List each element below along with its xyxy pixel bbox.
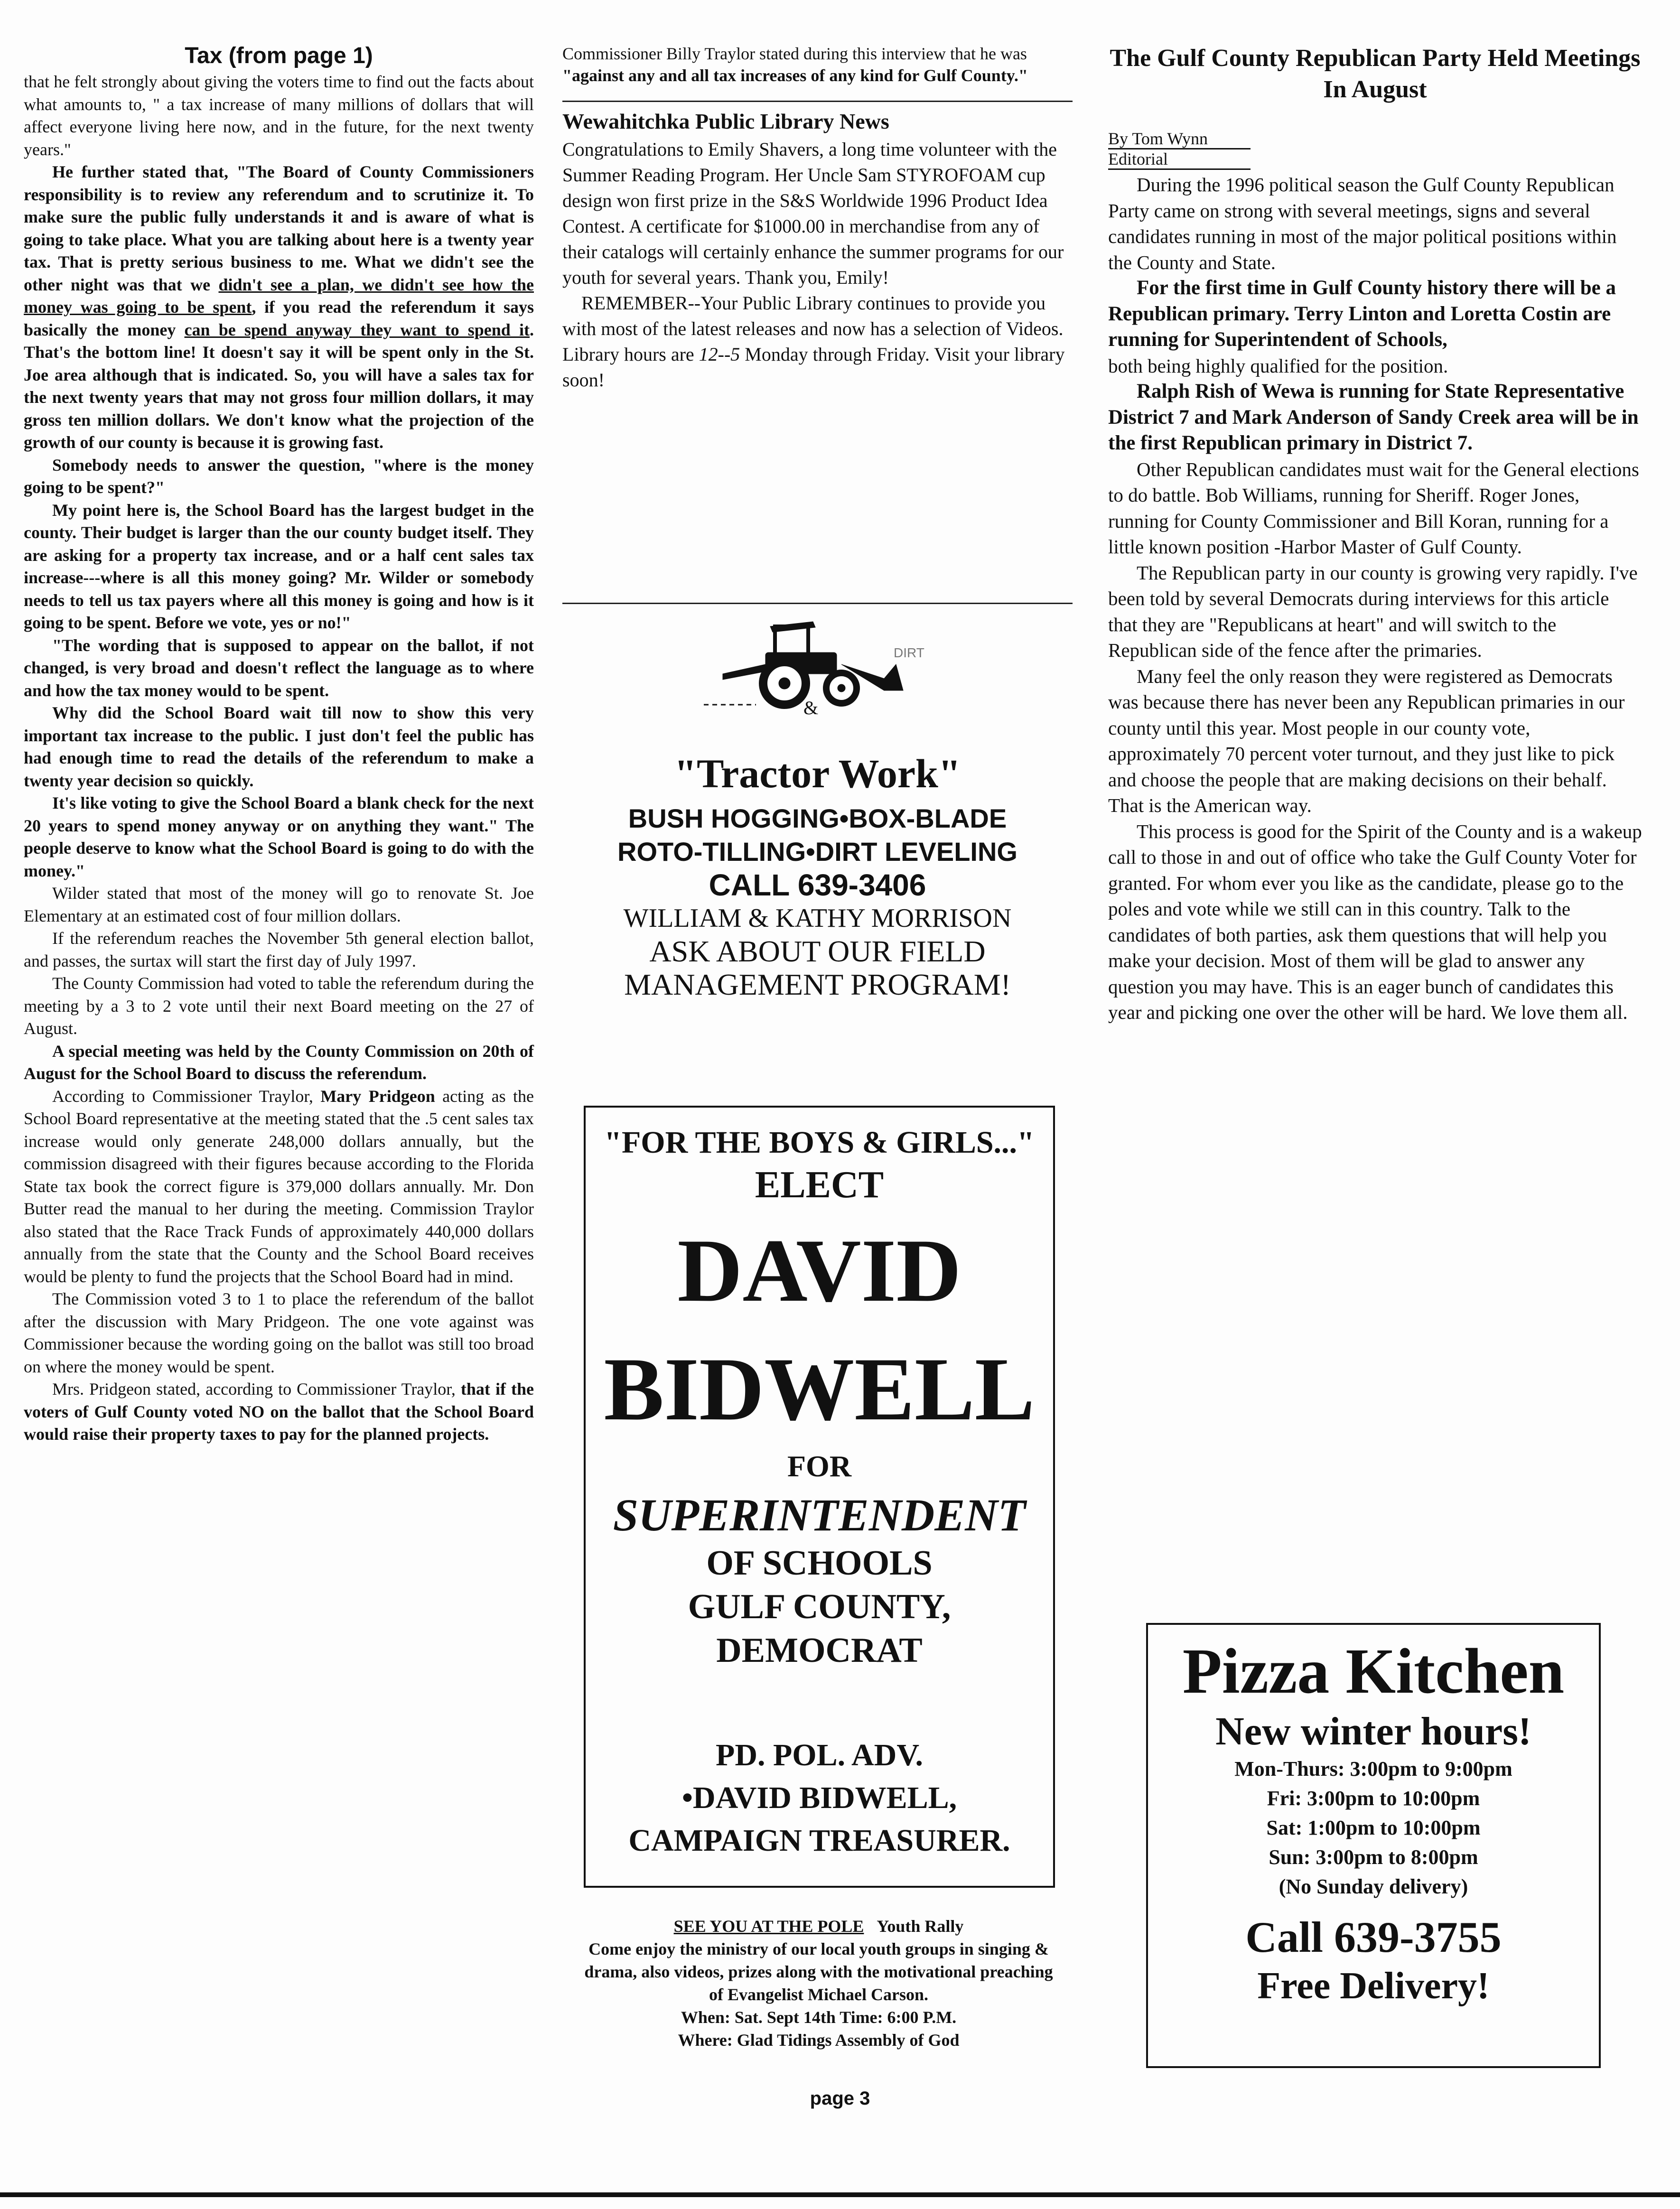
pizza-ad-delivery: Free Delivery!: [1257, 1965, 1490, 2007]
tax-article-text-run: , if you read the referendum it says basically the money: [24, 298, 534, 339]
gop-article-paragraph: During the 1996 political season the Gulf County Republican Party came on strong with several meetings, signs and several candidates running in most of the major political positions within the County and State.: [1108, 174, 1617, 273]
tractor-logo-ampersand: &: [803, 697, 818, 717]
traylor-quote-bold: "against any and all tax increases of any kind for Gulf County.": [562, 66, 1028, 85]
pizza-ad-subtitle: New winter hours!: [1215, 1709, 1531, 1753]
tax-article-text-run: A special meeting was held by the County Commission on 20th of August for the School Board to discuss the referendum.: [24, 1041, 534, 1083]
tractor-ad-services-2: ROTO-TILLING•DIRT LEVELING: [617, 837, 1017, 867]
traylor-quote-text: Commissioner Billy Traylor stated during this interview that he was: [562, 44, 1027, 63]
library-hours-text-end: Monday through Friday. Visit your library soon!: [562, 344, 1065, 391]
tractor-logo-icon: [685, 607, 951, 717]
bidwell-campaign-ad: [584, 1106, 1055, 1888]
divider: [562, 603, 1073, 604]
tax-article-paragraph: [24, 1085, 534, 1288]
gop-article-paragraph: both being highly qualified for the position.: [1108, 354, 1448, 377]
bidwell-first-name: DAVID: [677, 1221, 961, 1321]
tractor-ad-names: WILLIAM & KATHY MORRISON: [623, 904, 1012, 933]
tax-article-text-run: acting as the School Board representative at the meeting stated that the .5 cent sales tax increase would only generate 248,000 dollars annually, but the commission disagreed with their figures because according to the Florida State tax book the correct figure is 379,000 dollars annually. Mr. Don Butter read the manual to her during the meeting. Commission Traylor also stated that the Race Track Funds of approximately 440,000 dollars annually from the state that the County and the School Board receives would be plenty to fund the projects that the School Board had in mind.: [24, 1086, 534, 1286]
bidwell-office: SUPERINTENDENT: [613, 1490, 1026, 1540]
pizza-hours-line: Fri: 3:00pm to 10:00pm: [1267, 1787, 1480, 1810]
tax-article-paragraph: [24, 454, 534, 499]
bottom-border: [0, 2192, 1680, 2197]
tax-article-paragraph: [24, 702, 534, 792]
tax-article-paragraph: [24, 71, 534, 161]
tax-article-text-run: It's like voting to give the School Board a blank check for the next 20 years to spend money anyway or on anything they want." The people deserve to know what the School Board is going to do with the money.": [24, 793, 534, 880]
tractor-ad-services-1: BUSH HOGGING•BOX-BLADE: [628, 803, 1007, 833]
pizza-ad-phone: Call 639-3755: [1245, 1913, 1502, 1961]
pizza-ad-title: Pizza Kitchen: [1182, 1636, 1565, 1707]
tax-article-text-run: can be spend anyway they want to spend it: [184, 320, 530, 339]
library-news-title: Wewahitchka Public Library News: [562, 109, 889, 133]
tax-article-paragraph: [24, 1378, 534, 1446]
gop-article: [1108, 43, 1642, 2007]
tax-article-paragraph: [24, 972, 534, 1040]
bidwell-adv-3: CAMPAIGN TREASURER.: [628, 1823, 1010, 1858]
library-hours-text: REMEMBER--Your Public Library continues to provide you with most of the latest releases and now has a selection of Videos. Library hours are: [562, 292, 1064, 365]
tractor-ad-line-5: MANAGEMENT PROGRAM!: [624, 968, 1011, 1001]
bidwell-party: DEMOCRAT: [716, 1631, 923, 1670]
bidwell-last-name: BIDWELL: [604, 1340, 1035, 1439]
youth-rally-when: When: Sat. Sept 14th Time: 6:00 P.M.: [681, 2008, 957, 2027]
tractor-ad-title: "Tractor Work": [674, 751, 961, 796]
bidwell-of-schools: OF SCHOOLS: [706, 1544, 933, 1583]
gop-article-paragraph: Many feel the only reason they were registered as Democrats was because there has never been any Republican primaries in our county until this year. Most people in our county vote, approximately 70 percent voter turnout, and they just like to pick and choose the people that are making decisions on their behalf. That is the American way.: [1108, 665, 1625, 816]
tax-article-paragraph: [24, 882, 534, 927]
gop-article-paragraph: For the first time in Gulf County history there will be a Republican primary. Terry Linton and Loretta Costin are running for Superintendent of Schools,: [1108, 277, 1616, 351]
middle-column: [562, 43, 1073, 2050]
library-hours: 12--5: [699, 344, 740, 365]
tax-article-text-run: According to Commissioner Traylor,: [52, 1086, 321, 1106]
tax-article: [24, 43, 534, 1446]
tax-article-paragraph: [24, 1288, 534, 1378]
tax-article-text-run: Somebody needs to answer the question, "where is the money going to be spent?": [24, 455, 534, 497]
gop-article-title: The Gulf County Republican Party Held Meetings In August: [1110, 45, 1641, 103]
tractor-ad-line-4: ASK ABOUT OUR FIELD: [649, 934, 986, 968]
tax-article-text-run: The County Commission had voted to table the referendum during the meeting by a 3 to 2 vote until their next Board meeting on the 27 of August.: [24, 974, 534, 1038]
pizza-hours-line: Mon-Thurs: 3:00pm to 9:00pm: [1234, 1757, 1512, 1780]
page-number: page 3: [810, 2088, 870, 2109]
pizza-hours-line: Sun: 3:00pm to 8:00pm: [1269, 1845, 1478, 1869]
bidwell-elect: ELECT: [755, 1164, 884, 1206]
tax-article-text-run: Why did the School Board wait till now to show this very important tax increase to the public. I just don't feel the public has had enough time to read the details of the referendum to make a twenty year decision so quickly.: [24, 703, 534, 790]
youth-rally-title: Youth Rally: [877, 1917, 964, 1936]
tax-article-text-run: that if the voters of Gulf County voted NO on the ballot that the School Board would raise their property taxes to pay for the planned projects.: [24, 1379, 534, 1444]
bidwell-for: FOR: [787, 1449, 852, 1483]
tractor-work-ad: [562, 607, 1073, 1001]
youth-rally-heading: [581, 1915, 1056, 1938]
youth-rally-body: Come enjoy the ministry of our local youth groups in singing & drama, also videos, prizes along with the motivational preaching of Evangelist Michael Carson.: [584, 1939, 1053, 2004]
divider: [562, 101, 1073, 102]
tax-article-body: [24, 71, 534, 1446]
gop-article-paragraph: Ralph Rish of Wewa is running for State Representative District 7 and Mark Anderson of Sandy Creek area will be in the first Republican primary in District 7.: [1108, 380, 1639, 454]
gop-section: [1108, 149, 1642, 170]
bidwell-adv-1: PD. POL. ADV.: [716, 1738, 923, 1772]
tax-article-paragraph: [24, 792, 534, 882]
gop-section-label: Editorial: [1108, 149, 1251, 170]
tax-article-text-run: Mary Pridgeon: [320, 1086, 435, 1106]
youth-rally-lead: SEE YOU AT THE POLE: [673, 1917, 864, 1936]
bidwell-tagline: "FOR THE BOYS & GIRLS...": [604, 1125, 1035, 1160]
tax-article-text-run: that he felt strongly about giving the voters time to find out the facts about what amounts to, " a tax increase of many millions of dollars that will affect everyone living here now, and in the future, for the next twenty years.": [24, 72, 534, 159]
tax-article-text-run: . That's the bottom line! It doesn't say it will be spent only in the St. Joe area although that is indicated. So, you will have a sales tax for the next twenty years that may not gross four million dollars, it may gross ten million dollars. We don't know what the projection of the growth of our county is because it is growing fast.: [24, 320, 534, 452]
tax-article-text-run: Mrs. Pridgeon stated, according to Commissioner Traylor,: [52, 1379, 461, 1398]
tax-article-text-run: He further stated that, "The Board of County Commissioners responsibility is to review any referendum and to scrutinize it. To make sure the public fully understands it and is aware of what is going to take place. What you are talking about here is a twenty year tax. That is pretty serious business to me. What we didn't see the other night was that we: [24, 162, 534, 294]
pizza-ad-hours: [1148, 1754, 1599, 1901]
gop-article-body: [1108, 172, 1642, 1025]
pizza-hours-line: (No Sunday delivery): [1279, 1875, 1468, 1898]
tax-article-text-run: If the referendum reaches the November 5th general election ballot, and passes, the surtax will start the first day of July 1997.: [24, 929, 534, 970]
tax-article-paragraph: [24, 927, 534, 972]
svg-text:DIRT: DIRT: [893, 645, 924, 660]
bidwell-county: GULF COUNTY,: [688, 1587, 951, 1626]
youth-rally-where: Where: Glad Tidings Assembly of God: [678, 2031, 960, 2050]
library-news-paragraph: Congratulations to Emily Shavers, a long time volunteer with the Summer Reading Program. Her Uncle Sam STYROFOAM cup design won first prize in the S&S Worldwide 1996 Product Idea Contest. A certificate for $1000.00 in merchandise from any of their catalogs will certainly enhance the summer programs for our youth for several years. Thank you, Emily!: [562, 139, 1064, 288]
tax-article-paragraph: [24, 1040, 534, 1085]
tax-article-heading: Tax (from page 1): [185, 43, 373, 68]
pizza-hours-line: Sat: 1:00pm to 10:00pm: [1266, 1816, 1481, 1839]
youth-rally-notice: [581, 1915, 1056, 2051]
gop-article-paragraph: This process is good for the Spirit of the County and is a wakeup call to those in and out of office who take the Gulf County Voter for granted. For whom ever you like as the candidate, please go to the poles and vote while we still can in this country. Talk to the candidates of both parties, ask them questions that will help you make your decision. Most of them will be glad to answer any question you may have. This is an eager bunch of candidates this year and picking one over the other will be hard. We love them all.: [1108, 820, 1642, 1023]
tax-article-paragraph: [24, 161, 534, 454]
tax-article-text-run: My point here is, the School Board has the largest budget in the county. Their budget is larger than the our county budget itself. They are asking for a property tax increase, and or a half cent sales tax increase---where is all this money going? Mr. Wilder or somebody needs to tell us tax payers where all this money is going and how is it going to be spent. Before we vote, yes or no!": [24, 500, 534, 632]
gop-article-paragraph: The Republican party in our county is growing very rapidly. I've been told by several Democrats during interviews for this article that they are "Republicans at heart" and will switch to the Republican side of the fence after the primaries.: [1108, 561, 1638, 661]
library-news-paragraph: [562, 290, 1073, 393]
tax-article-paragraph: [24, 499, 534, 634]
traylor-quote: [562, 43, 1073, 86]
bidwell-adv-2: •DAVID BIDWELL,: [681, 1780, 957, 1815]
pizza-kitchen-ad: [1146, 1623, 1601, 2068]
gop-byline: [1108, 129, 1642, 149]
library-news: [562, 109, 1073, 393]
tax-article-text-run: Wilder stated that most of the money will go to renovate St. Joe Elementary at an estimated cost of four million dollars.: [24, 884, 534, 925]
gop-article-paragraph: Other Republican candidates must wait for the General elections to do battle. Bob Williams, running for Sheriff. Roger Jones, running for County Commissioner and Bill Koran, running for a little known position -Harbor Master of Gulf County.: [1108, 458, 1639, 558]
tractor-ad-phone: CALL 639-3406: [709, 868, 926, 902]
tax-article-text-run: The Commission voted 3 to 1 to place the referendum of the ballot after the discussion with Mary Pridgeon. The one vote against was Commissioner because the wording going on the ballot was still too broad on where the money would be spent.: [24, 1289, 534, 1376]
tax-article-text-run: "The wording that is supposed to appear on the ballot, if not changed, is very broad and doesn't reflect the language as to where and how the tax money would to be spent.: [24, 635, 534, 700]
tax-article-paragraph: [24, 634, 534, 702]
gop-byline-author: By Tom Wynn: [1108, 129, 1251, 149]
tax-article-text-run: didn't see a plan, we didn't see how the money was going to be spent: [24, 275, 534, 317]
